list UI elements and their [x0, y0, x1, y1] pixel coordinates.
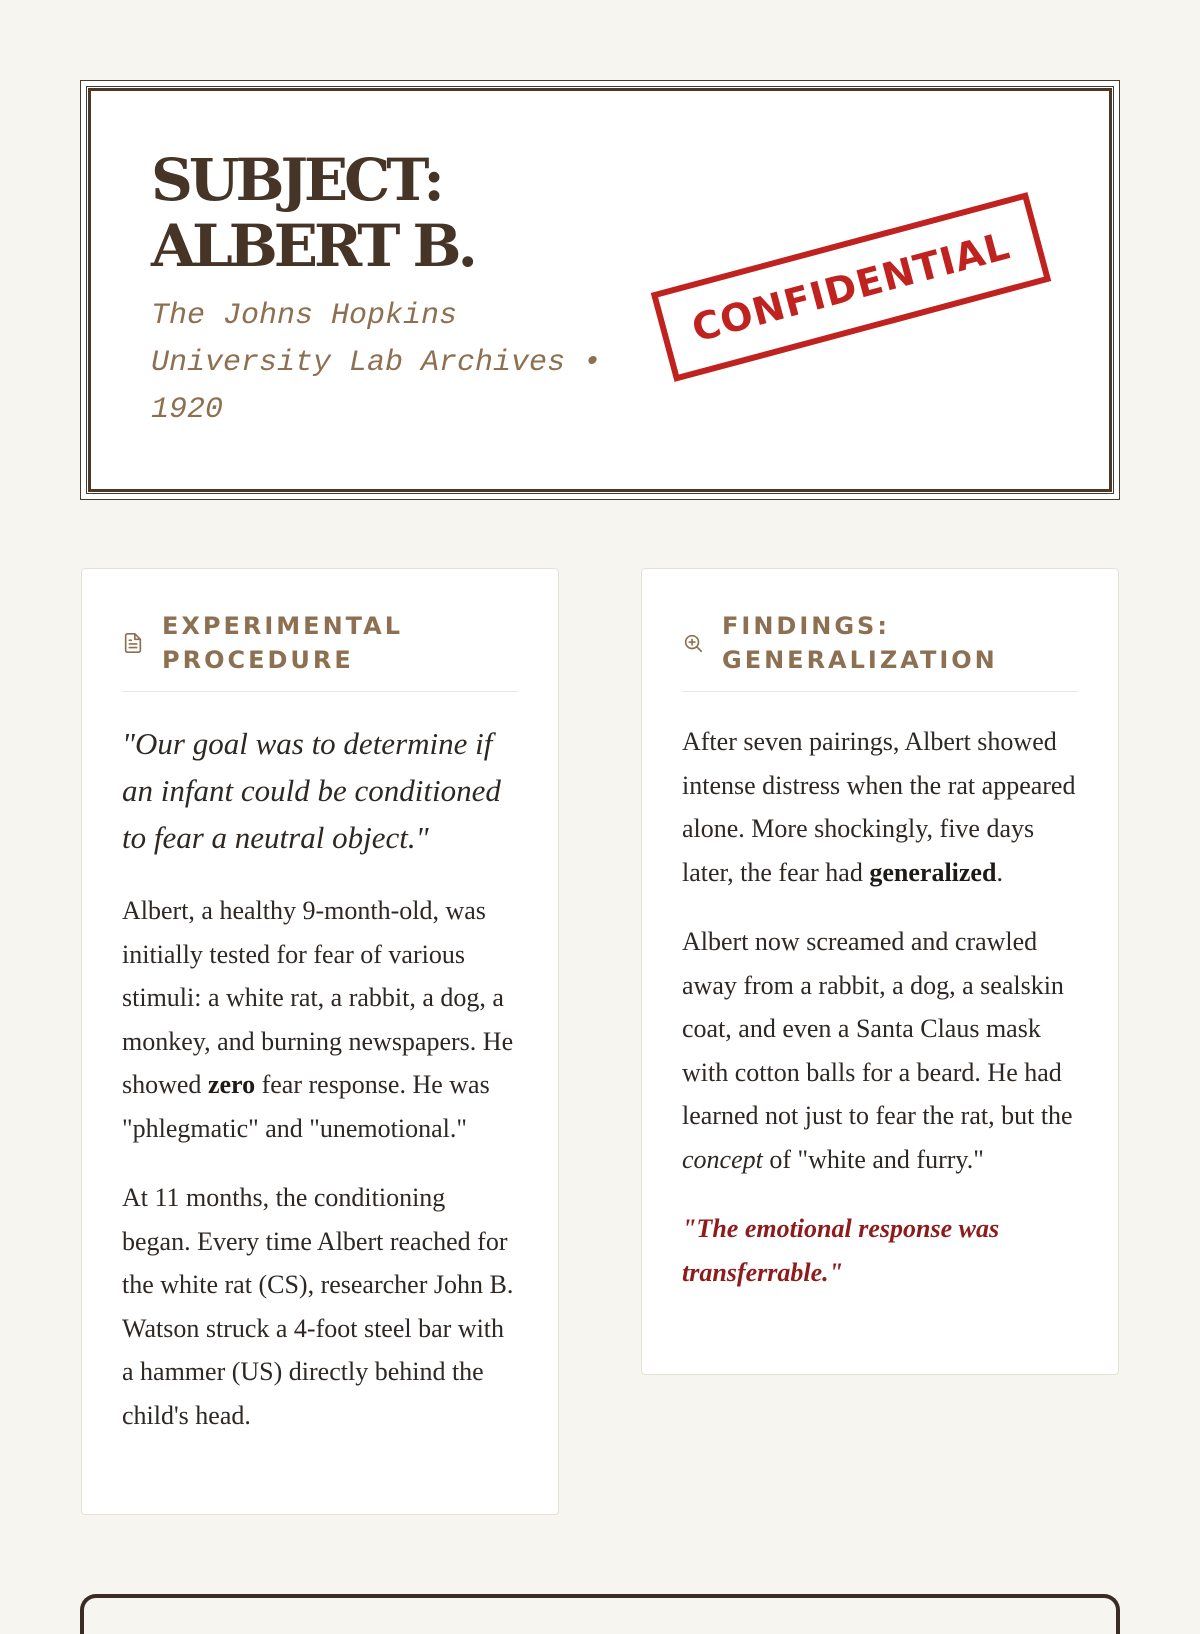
findings-heading-line-1: FINDINGS: — [722, 612, 890, 640]
archive-line-3: 1920 — [151, 393, 224, 427]
findings-card-header — [682, 609, 1078, 692]
procedure-card — [81, 568, 559, 1515]
subject-header-card — [80, 80, 1120, 500]
findings-p2-text-end: of "white and furry." — [762, 1144, 984, 1174]
findings-heading — [722, 609, 998, 677]
findings-heading-line-2: GENERALIZATION — [722, 646, 998, 674]
document-icon — [122, 632, 144, 654]
zoom-in-icon — [682, 632, 704, 654]
findings-paragraph-2 — [682, 920, 1078, 1181]
transferrable-quote: "The emotional response was transferrable." — [682, 1214, 1000, 1287]
page-title — [151, 147, 621, 279]
title-block — [151, 147, 621, 434]
procedure-p1-text-end: fear response. He was "phlegmatic" and "unemotional." — [122, 1070, 490, 1143]
procedure-paragraph-1 — [122, 889, 518, 1150]
archive-line-1: The Johns Hopkins — [151, 299, 458, 333]
procedure-heading-line-2: PROCEDURE — [162, 646, 354, 674]
procedure-card-header — [122, 609, 518, 692]
findings-card — [641, 568, 1119, 1375]
goal-quote: "Our goal was to determine if an infant could be conditioned to fear a neutral object." — [122, 726, 501, 855]
findings-p1-text: After seven pairings, Albert showed intense distress when the rat appeared alone. More shockingly, five days later, the fear had — [682, 727, 1076, 887]
title-line-1: SUBJECT: — [151, 146, 441, 214]
title-line-2: ALBERT B. — [151, 212, 474, 280]
findings-p1-text-end: . — [996, 857, 1003, 887]
findings-p2-text: Albert now screamed and crawled away from a rabbit, a dog, a sealskin coat, and even a Santa Claus mask with cotton balls for a beard. He had learned not just to fear the rat, but the — [682, 927, 1073, 1130]
procedure-p1-text: Albert, a healthy 9-month-old, was initially tested for fear of various stimuli: a white rat, a rabbit, a dog, a monkey, and burning newspapers. He showed — [122, 896, 514, 1099]
procedure-heading-line-1: EXPERIMENTAL — [162, 612, 404, 640]
archive-line-2: University Lab Archives • — [151, 346, 602, 380]
findings-p2-emphasis: concept — [682, 1144, 763, 1174]
findings-paragraph-1 — [682, 720, 1078, 894]
findings-p1-emphasis: generalized — [869, 857, 997, 887]
stamp-text: CONFIDENTIAL — [687, 223, 1015, 351]
procedure-paragraph-2: At 11 months, the conditioning began. Every time Albert reached for the white rat (CS), researcher John B. Watson struck a 4-foot steel bar with a hammer (US) directly behind the child's head. — [122, 1183, 514, 1430]
archive-subtitle — [151, 293, 621, 434]
procedure-p1-emphasis: zero — [207, 1070, 256, 1099]
procedure-heading — [162, 609, 403, 677]
next-section-panel — [80, 1594, 1120, 1634]
